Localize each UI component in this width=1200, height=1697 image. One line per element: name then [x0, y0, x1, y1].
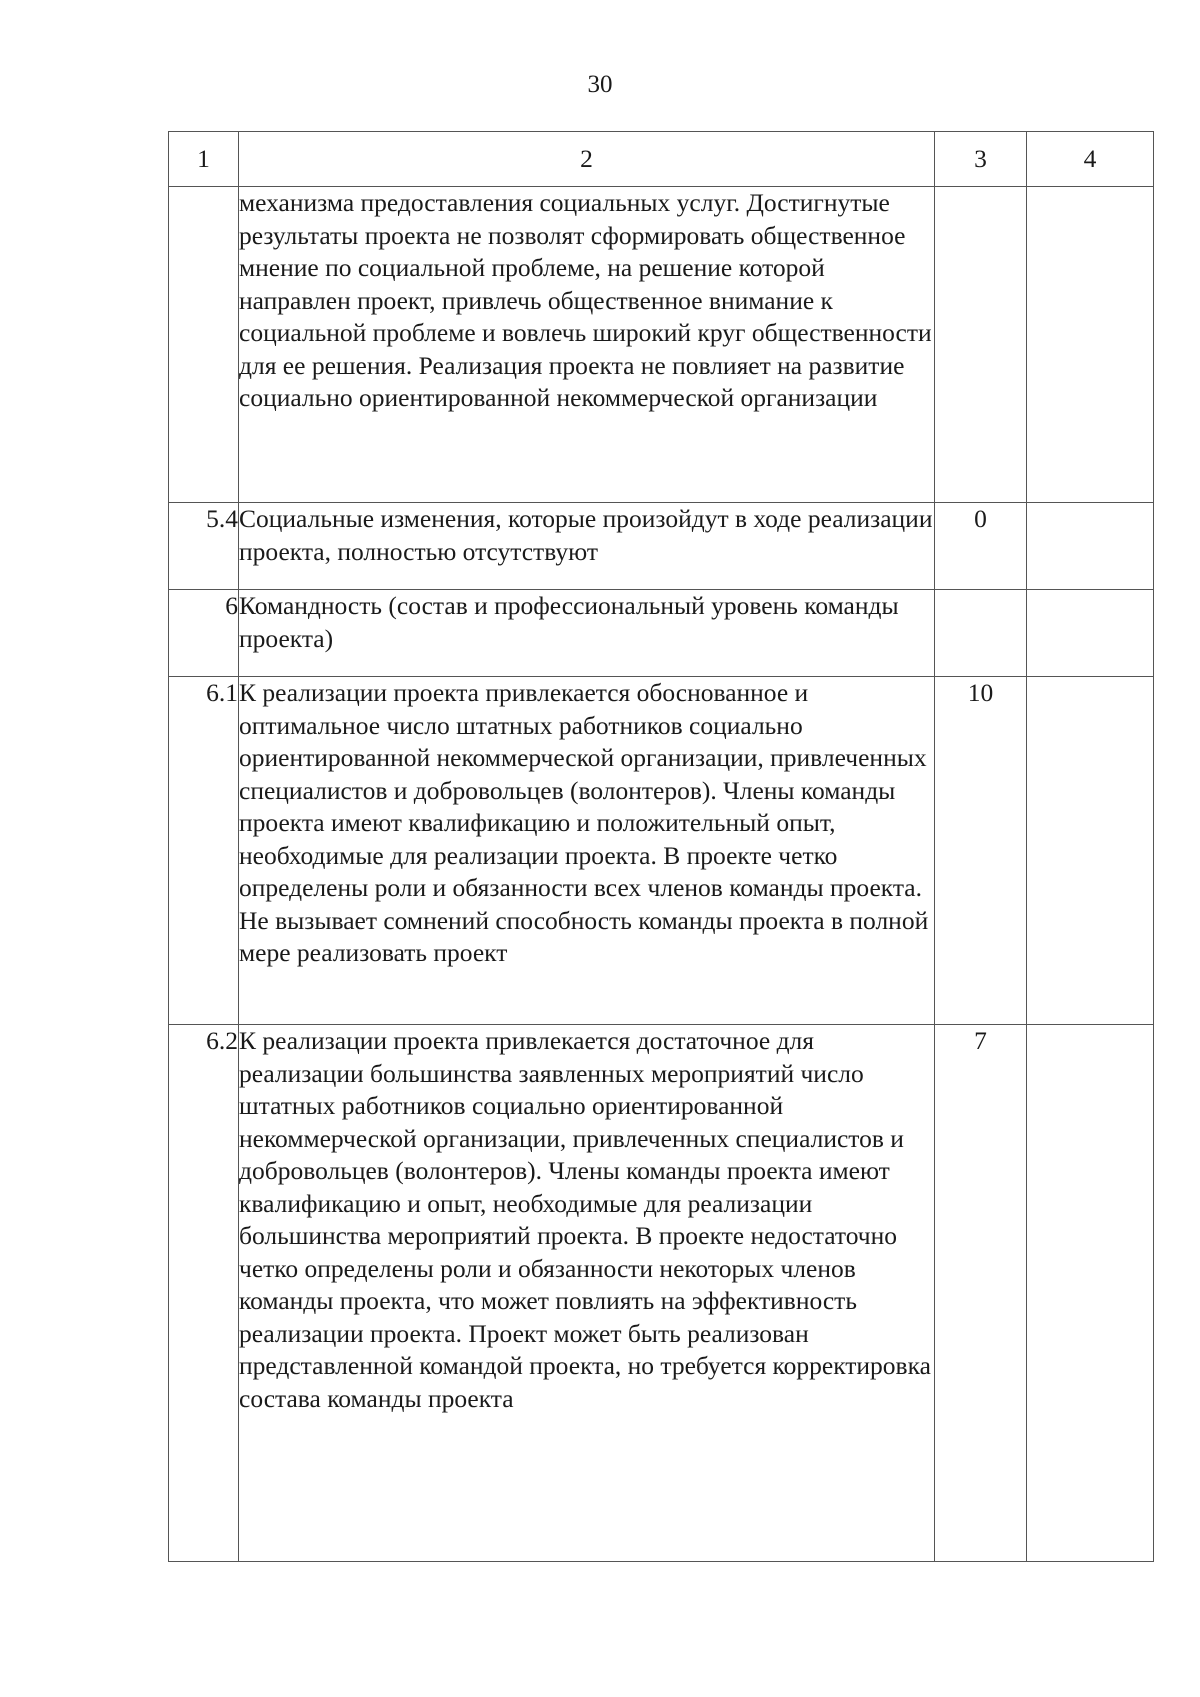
- header-cell-score: 3: [935, 132, 1027, 187]
- row-note: [1027, 677, 1154, 1025]
- header-cell-note: 4: [1027, 132, 1154, 187]
- row-note: [1027, 187, 1154, 503]
- row-criterion-text: К реализации проекта привлекается достаточное для реализации большинства заявленных мероприятий число штатных работников социально ориентированной некоммерческой организации, привлеченных специалистов и добровольцев (волонтеров). Члены команды проекта имеют квалификацию и опыт, необходимые для реализации большинства мероприятий проекта. В проекте недостаточно четко определены роли и обязанности некоторых членов команды проекта, что может повлиять на эффективность реализации проекта. Проект может быть реализован представленной командой проекта, но требуется корректировка состава команды проекта: [239, 1025, 935, 1562]
- table-row: [169, 677, 1154, 1025]
- row-criterion-text: Социальные изменения, которые произойдут в ходе реализации проекта, полностью отсутствуют: [239, 503, 935, 590]
- table-row: [169, 1025, 1154, 1562]
- header-cell-number: 1: [169, 132, 239, 187]
- header-cell-criterion: 2: [239, 132, 935, 187]
- table-row: [169, 590, 1154, 677]
- table-row: [169, 187, 1154, 503]
- row-score: [935, 187, 1027, 503]
- table-row: [169, 503, 1154, 590]
- row-number: 6: [169, 590, 239, 677]
- criteria-table: [168, 131, 1154, 1562]
- row-score: 7: [935, 1025, 1027, 1562]
- row-criterion-text: Командность (состав и профессиональный уровень команды проекта): [239, 590, 935, 677]
- row-criterion-text: механизма предоставления социальных услуг. Достигнутые результаты проекта не позволят сформировать общественное мнение по социальной проблеме, на решение которой направлен проект, привлечь общественное внимание к социальной проблеме и вовлечь широкий круг общественности для ее решения. Реализация проекта не повлияет на развитие социально ориентированной некоммерческой организации: [239, 187, 935, 503]
- page-number: 30: [587, 71, 613, 98]
- row-criterion-text: К реализации проекта привлекается обоснованное и оптимальное число штатных работников социально ориентированной некоммерческой организации, привлеченных специалистов и добровольцев (волонтеров). Члены команды проекта имеют квалификацию и положительный опыт, необходимые для реализации проекта. В проекте четко определены роли и обязанности всех членов команды проекта. Не вызывает сомнений способность команды проекта в полной мере реализовать проект: [239, 677, 935, 1025]
- row-number: 6.2: [169, 1025, 239, 1562]
- row-score: 0: [935, 503, 1027, 590]
- row-score: [935, 590, 1027, 677]
- row-note: [1027, 503, 1154, 590]
- row-number: 6.1: [169, 677, 239, 1025]
- row-note: [1027, 1025, 1154, 1562]
- row-number: 5.4: [169, 503, 239, 590]
- row-number: [169, 187, 239, 503]
- table-header-row: [169, 132, 1154, 187]
- row-score: 10: [935, 677, 1027, 1025]
- row-note: [1027, 590, 1154, 677]
